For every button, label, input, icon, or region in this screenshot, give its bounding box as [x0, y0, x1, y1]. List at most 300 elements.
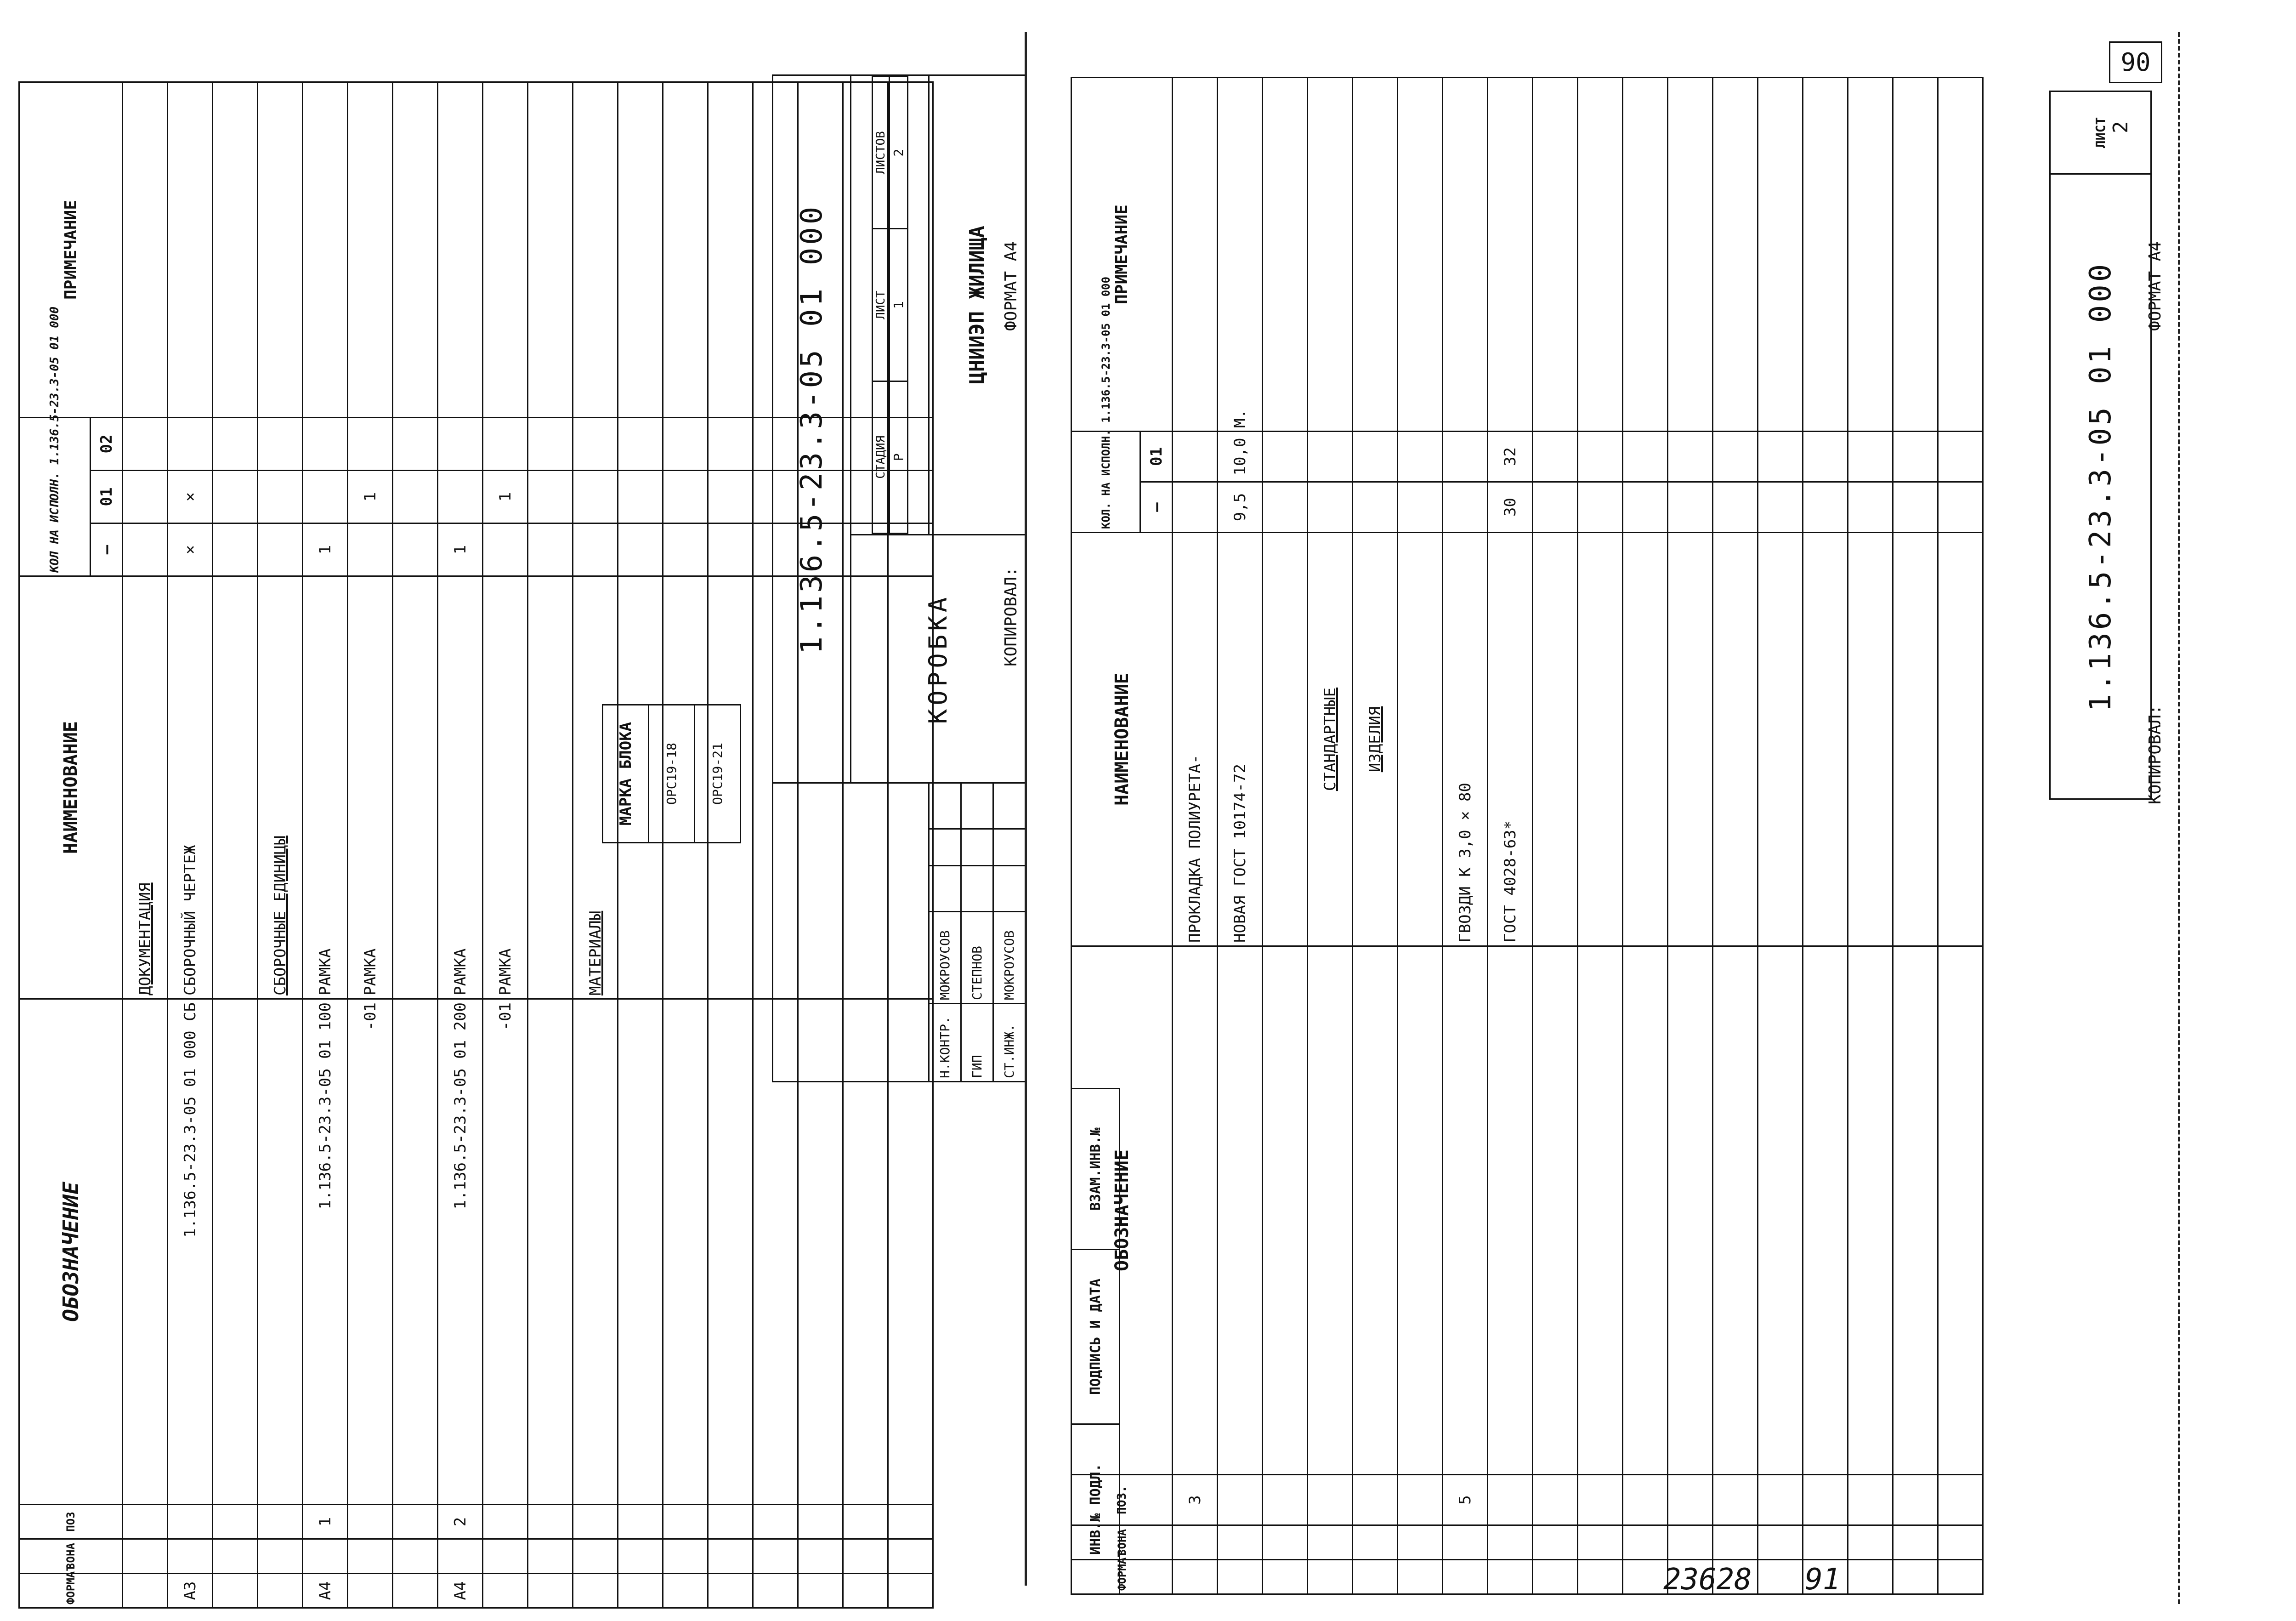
- right-empty-cell: [1623, 482, 1668, 533]
- right-empty-cell: [1758, 1525, 1803, 1560]
- left-row-prim: [393, 82, 438, 418]
- col-naimenovanie: НАИМЕНОВАНИЕ: [19, 576, 123, 999]
- left-row: [483, 82, 528, 1608]
- right-empty-cell: [1848, 533, 1893, 946]
- right-row-name: [1398, 533, 1443, 946]
- left-row-a: [393, 523, 438, 576]
- r-col-naimenovanie: НАИМЕНОВАНИЕ: [1071, 533, 1173, 946]
- left-empty-cell: [798, 1574, 843, 1608]
- marka-block: [602, 704, 741, 843]
- left-row-c: [438, 418, 483, 471]
- right-empty-row: [1893, 77, 1938, 1594]
- right-empty-row: [1623, 77, 1668, 1594]
- col-a: —: [91, 523, 123, 576]
- right-row-a: 9,5: [1218, 482, 1263, 533]
- left-row-oboznachenie: -01: [483, 999, 528, 1505]
- col-oboznachenie: ОБОЗНАЧЕНИЕ: [19, 999, 123, 1505]
- left-row-oboznachenie: [213, 999, 258, 1505]
- right-empty-cell: [1578, 533, 1623, 946]
- right-empty-row: [1533, 77, 1578, 1594]
- right-empty-cell: [1803, 1475, 1848, 1525]
- col-c: 02: [91, 418, 123, 471]
- left-row-format: А3: [168, 1574, 213, 1608]
- right-row-b: [1308, 431, 1353, 482]
- right-empty-row: [1668, 77, 1713, 1594]
- left-empty-cell: [753, 1574, 798, 1608]
- right-empty-row: [1938, 77, 1983, 1594]
- left-empty-cell: [708, 1574, 753, 1608]
- right-empty-cell: [1578, 946, 1623, 1475]
- left-row-name: [393, 576, 438, 999]
- right-empty-cell: [1938, 1475, 1983, 1525]
- right-empty-cell: [1803, 482, 1848, 533]
- right-row: [1263, 77, 1308, 1594]
- right-empty-cell: [1803, 77, 1848, 431]
- left-row-zona: [348, 1539, 393, 1574]
- left-row-poz: 2: [438, 1505, 483, 1539]
- right-empty-cell: [1668, 1475, 1713, 1525]
- left-row-zona: [123, 1539, 168, 1574]
- left-empty-cell: [843, 1574, 888, 1608]
- col-b: 01: [91, 471, 123, 523]
- right-row: [1218, 77, 1263, 1594]
- left-row-oboznachenie: 1.136.5-23.3-05 01 000 СБ: [168, 999, 213, 1505]
- right-stamp-list: 2: [2109, 121, 2132, 133]
- left-empty-row: [663, 82, 708, 1608]
- right-empty-cell: [1533, 1525, 1578, 1560]
- left-row-b: [213, 471, 258, 523]
- right-empty-cell: [1938, 946, 1983, 1475]
- left-row-c: [168, 418, 213, 471]
- right-row: [1398, 77, 1443, 1594]
- left-row: [573, 82, 618, 1608]
- stamp-name-0: МОКРОУСОВ: [929, 912, 961, 1004]
- right-row-b: [1263, 431, 1308, 482]
- right-row-zona: [1443, 1525, 1488, 1560]
- right-row-poz: 5: [1443, 1475, 1488, 1525]
- left-row-format: [258, 1574, 303, 1608]
- left-row-poz: [393, 1505, 438, 1539]
- right-row-oboznachenie: [1308, 946, 1353, 1475]
- left-row-oboznachenie: [573, 999, 618, 1505]
- left-row-c: [483, 418, 528, 471]
- col-zona: ЗОНА: [19, 1539, 123, 1574]
- right-empty-cell: [1938, 482, 1983, 533]
- right-row-prim: [1443, 77, 1488, 431]
- right-row-a: [1398, 482, 1443, 533]
- right-empty-cell: [1623, 77, 1668, 431]
- marka-b: ОРС19-21: [695, 705, 741, 843]
- left-empty-cell: [753, 1505, 798, 1539]
- col-poz: ПОЗ: [19, 1505, 123, 1539]
- right-stamp-code: 1.136.5-23.3-05 01 000: [2050, 174, 2151, 799]
- right-empty-cell: [1893, 1560, 1938, 1594]
- right-empty-row: [1578, 77, 1623, 1594]
- left-row-format: [348, 1574, 393, 1608]
- left-row-format: [528, 1574, 573, 1608]
- left-row-zona: [168, 1539, 213, 1574]
- left-row: [303, 82, 348, 1608]
- stamp-stage-grid: [851, 75, 929, 535]
- left-row-c: [303, 418, 348, 471]
- right-row-name: ГОСТ 4028-63*: [1488, 533, 1533, 946]
- left-row-prim: [528, 82, 573, 418]
- right-row: [1353, 77, 1398, 1594]
- right-spec-sheet: [1071, 77, 1984, 1595]
- left-empty-cell: [618, 1505, 663, 1539]
- right-empty-cell: [1533, 533, 1578, 946]
- right-row-prim: [1353, 77, 1398, 431]
- right-row-prim: [1173, 77, 1218, 431]
- left-row-a: 1: [303, 523, 348, 576]
- r-col-a: —: [1140, 482, 1173, 533]
- right-empty-cell: [1713, 482, 1758, 533]
- left-row: [438, 82, 483, 1608]
- right-row-b: [1443, 431, 1488, 482]
- right-row-b: [1173, 431, 1218, 482]
- right-empty-cell: [1713, 946, 1758, 1475]
- left-row-poz: [348, 1505, 393, 1539]
- right-row-format: [1488, 1560, 1533, 1594]
- right-empty-cell: [1713, 77, 1758, 431]
- left-row-b: [573, 471, 618, 523]
- right-row-zona: [1488, 1525, 1533, 1560]
- left-empty-cell: [618, 523, 663, 576]
- right-empty-cell: [1938, 1525, 1983, 1560]
- left-row-prim: [483, 82, 528, 418]
- stamp-sign-1: [961, 866, 993, 912]
- left-row-prim: [213, 82, 258, 418]
- right-empty-cell: [1533, 1475, 1578, 1525]
- right-empty-row: [1848, 77, 1893, 1594]
- left-row-oboznachenie: [528, 999, 573, 1505]
- right-spec-table: [1071, 77, 1984, 1595]
- marka-a: ОРС19-18: [649, 705, 695, 843]
- right-empty-row: [1713, 77, 1758, 1594]
- right-row: [1308, 77, 1353, 1594]
- stamp-sign-2: [993, 866, 1026, 912]
- right-kopiroval: КОПИРОВАЛ:: [2146, 705, 2165, 804]
- right-row-name: СТАНДАРТНЫЕ: [1308, 533, 1353, 946]
- stamp-role-0: Н.КОНТР.: [929, 1004, 961, 1082]
- left-row-format: [213, 1574, 258, 1608]
- left-row-c: [213, 418, 258, 471]
- left-empty-cell: [618, 1539, 663, 1574]
- right-row-zona: [1173, 1525, 1218, 1560]
- left-empty-cell: [798, 1539, 843, 1574]
- right-format: ФОРМАТ А4: [2146, 241, 2165, 331]
- left-row-a: [528, 523, 573, 576]
- left-row-c: [528, 418, 573, 471]
- right-empty-cell: [1803, 533, 1848, 946]
- right-row-name: ИЗДЕЛИЯ: [1353, 533, 1398, 946]
- left-format: ФОРМАТ А4: [1002, 241, 1020, 331]
- left-empty-cell: [618, 1574, 663, 1608]
- right-row-prim: [1308, 77, 1353, 431]
- right-row-format: [1173, 1560, 1218, 1594]
- right-empty-cell: [1938, 431, 1983, 482]
- left-empty-cell: [618, 418, 663, 471]
- right-row-prim: [1398, 77, 1443, 431]
- right-empty-cell: [1893, 431, 1938, 482]
- right-empty-cell: [1533, 431, 1578, 482]
- right-row-poz: [1308, 1475, 1353, 1525]
- right-empty-cell: [1848, 1525, 1893, 1560]
- left-row-poz: [258, 1505, 303, 1539]
- left-row-oboznachenie: 1.136.5-23.3-05 01 200: [438, 999, 483, 1505]
- left-row-poz: [123, 1505, 168, 1539]
- right-empty-cell: [1758, 533, 1803, 946]
- left-row-name: ДОКУМЕНТАЦИЯ: [123, 576, 168, 999]
- left-row-b: [528, 471, 573, 523]
- left-row-b: 1: [348, 471, 393, 523]
- right-row-poz: [1353, 1475, 1398, 1525]
- right-row-zona: [1353, 1525, 1398, 1560]
- right-empty-cell: [1668, 533, 1713, 946]
- right-stamp: [2049, 91, 2152, 800]
- stamp-listov: 2: [889, 77, 907, 229]
- left-empty-cell: [708, 1505, 753, 1539]
- left-row-a: ×: [168, 523, 213, 576]
- left-row: [213, 82, 258, 1608]
- r-col-primechanie: ПРИМЕЧАНИЕ: [1071, 77, 1173, 431]
- right-empty-cell: [1623, 1525, 1668, 1560]
- right-empty-cell: [1848, 1560, 1893, 1594]
- right-empty-cell: [1713, 1525, 1758, 1560]
- right-row-prim: [1488, 77, 1533, 431]
- left-row-b: [393, 471, 438, 523]
- right-empty-cell: [1668, 1525, 1713, 1560]
- right-row-format: [1308, 1560, 1353, 1594]
- left-row-b: [438, 471, 483, 523]
- right-row-oboznachenie: [1263, 946, 1308, 1475]
- right-empty-cell: [1758, 77, 1803, 431]
- left-row-c: [348, 418, 393, 471]
- right-empty-cell: [1758, 431, 1803, 482]
- right-row-a: [1173, 482, 1218, 533]
- left-row-zona: [393, 1539, 438, 1574]
- right-empty-cell: [1893, 482, 1938, 533]
- left-row: [528, 82, 573, 1608]
- left-row-c: [393, 418, 438, 471]
- right-empty-cell: [1668, 431, 1713, 482]
- left-row-name: [528, 576, 573, 999]
- left-row-name: РАМКА: [303, 576, 348, 999]
- right-empty-cell: [1623, 1560, 1668, 1594]
- right-empty-cell: [1938, 533, 1983, 946]
- right-empty-cell: [1848, 482, 1893, 533]
- right-empty-cell: [1623, 946, 1668, 1475]
- stamp-empty-top: [773, 783, 929, 1082]
- right-row: [1443, 77, 1488, 1594]
- right-row-a: [1308, 482, 1353, 533]
- left-empty-cell: [708, 418, 753, 471]
- left-row-name: РАМКА: [483, 576, 528, 999]
- left-empty-cell: [708, 999, 753, 1505]
- right-row-oboznachenie: [1443, 946, 1488, 1475]
- right-row-oboznachenie: [1488, 946, 1533, 1475]
- left-row-oboznachenie: 1.136.5-23.3-05 01 100: [303, 999, 348, 1505]
- left-row-format: [393, 1574, 438, 1608]
- left-empty-cell: [663, 471, 708, 523]
- right-row-b: 32: [1488, 431, 1533, 482]
- right-row-format: [1443, 1560, 1488, 1594]
- right-empty-cell: [1848, 77, 1893, 431]
- left-row-oboznachenie: -01: [348, 999, 393, 1505]
- left-row-a: [483, 523, 528, 576]
- right-empty-cell: [1623, 431, 1668, 482]
- right-empty-cell: [1803, 946, 1848, 1475]
- left-empty-cell: [708, 82, 753, 418]
- left-row: [168, 82, 213, 1608]
- right-empty-cell: [1668, 946, 1713, 1475]
- right-empty-cell: [1938, 1560, 1983, 1594]
- stamp-title: КОРОБКА: [851, 535, 1026, 783]
- page-divider: [1025, 32, 1027, 1586]
- right-empty-cell: [1623, 1475, 1668, 1525]
- stamp-listov-h: ЛИСТОВ: [872, 77, 889, 229]
- cut-line: [2178, 32, 2180, 1604]
- right-row-oboznachenie: [1398, 946, 1443, 1475]
- left-empty-row: [618, 82, 663, 1608]
- right-row-poz: [1218, 1475, 1263, 1525]
- left-empty-cell: [663, 1505, 708, 1539]
- left-row-b: [258, 471, 303, 523]
- right-row-a: [1263, 482, 1308, 533]
- left-empty-cell: [798, 1505, 843, 1539]
- left-row-prim: [573, 82, 618, 418]
- right-row-a: 30: [1488, 482, 1533, 533]
- right-row-zona: [1398, 1525, 1443, 1560]
- title-stamp: [772, 74, 1026, 1082]
- left-empty-cell: [843, 1539, 888, 1574]
- left-empty-cell: [663, 523, 708, 576]
- left-row-zona: [573, 1539, 618, 1574]
- right-row-format: [1218, 1560, 1263, 1594]
- left-row-oboznachenie: [258, 999, 303, 1505]
- right-empty-row: [1803, 77, 1848, 1594]
- left-empty-cell: [663, 418, 708, 471]
- right-empty-row: [1758, 77, 1803, 1594]
- r-col-poz: ПОЗ.: [1071, 1475, 1173, 1525]
- col-primechanie: ПРИМЕЧАНИЕ: [19, 82, 123, 418]
- right-empty-cell: [1578, 1475, 1623, 1525]
- left-row-name: МАТЕРИАЛЫ: [573, 576, 618, 999]
- left-row-format: А4: [303, 1574, 348, 1608]
- left-row-a: [123, 523, 168, 576]
- left-row-name: РАМКА: [348, 576, 393, 999]
- right-empty-cell: [1803, 431, 1848, 482]
- left-empty-cell: [663, 999, 708, 1505]
- right-row-oboznachenie: [1218, 946, 1263, 1475]
- right-row-prim: М.: [1218, 77, 1263, 431]
- right-empty-cell: [1533, 1560, 1578, 1594]
- left-row-poz: [483, 1505, 528, 1539]
- left-row-zona: [213, 1539, 258, 1574]
- right-empty-cell: [1578, 77, 1623, 431]
- left-row-prim: [438, 82, 483, 418]
- left-row-zona: [438, 1539, 483, 1574]
- right-empty-cell: [1578, 431, 1623, 482]
- right-row-name: НОВАЯ ГОСТ 10174-72: [1218, 533, 1263, 946]
- left-empty-cell: [888, 1539, 933, 1574]
- left-row-zona: [483, 1539, 528, 1574]
- left-row-poz: 1: [303, 1505, 348, 1539]
- right-empty-cell: [1848, 946, 1893, 1475]
- right-empty-cell: [1893, 946, 1938, 1475]
- left-row-prim: [123, 82, 168, 418]
- left-row-prim: [348, 82, 393, 418]
- page-number-box: [2109, 41, 2162, 83]
- left-empty-cell: [708, 523, 753, 576]
- right-empty-cell: [1713, 533, 1758, 946]
- right-stamp-list-h: ЛИСТ: [2050, 91, 2151, 174]
- left-row-poz: [573, 1505, 618, 1539]
- left-row-name: [213, 576, 258, 999]
- right-empty-cell: [1623, 533, 1668, 946]
- left-row-b: [303, 471, 348, 523]
- right-row-oboznachenie: [1353, 946, 1398, 1475]
- left-row: [348, 82, 393, 1608]
- col-format: ФОРМАТ: [19, 1574, 123, 1608]
- right-row-format: [1398, 1560, 1443, 1594]
- bottom-note: 23628 91: [1663, 1563, 1841, 1597]
- left-row-name: РАМКА: [438, 576, 483, 999]
- right-empty-cell: [1578, 1560, 1623, 1594]
- left-row-prim: [303, 82, 348, 418]
- right-empty-cell: [1803, 1525, 1848, 1560]
- r-col-format: ФОРМАТ: [1071, 1560, 1173, 1594]
- right-empty-cell: [1893, 533, 1938, 946]
- left-empty-cell: [663, 1539, 708, 1574]
- marka-label: МАРКА БЛОКА: [603, 705, 649, 843]
- left-empty-cell: [888, 1505, 933, 1539]
- right-empty-cell: [1893, 1525, 1938, 1560]
- left-row-poz: [213, 1505, 258, 1539]
- right-row-poz: [1488, 1475, 1533, 1525]
- right-row: [1173, 77, 1218, 1594]
- left-row: [258, 82, 303, 1608]
- left-row-name: СБОРОЧНЫЙ ЧЕРТЕЖ: [168, 576, 213, 999]
- right-empty-cell: [1938, 77, 1983, 431]
- left-empty-row: [708, 82, 753, 1608]
- r-col-oboznachenie: ОБОЗНАЧЕНИЕ: [1071, 946, 1173, 1475]
- right-row-b: 10,0: [1218, 431, 1263, 482]
- right-empty-cell: [1848, 431, 1893, 482]
- left-empty-cell: [843, 1505, 888, 1539]
- right-empty-cell: [1713, 1475, 1758, 1525]
- right-empty-cell: [1758, 482, 1803, 533]
- left-row-format: [573, 1574, 618, 1608]
- right-empty-cell: [1533, 946, 1578, 1475]
- left-row-zona: [258, 1539, 303, 1574]
- r-col-b: 01: [1140, 431, 1173, 482]
- left-row-a: [573, 523, 618, 576]
- right-empty-cell: [1893, 77, 1938, 431]
- right-row-name: ПРОКЛАДКА ПОЛИУРЕТА-: [1173, 533, 1218, 946]
- left-row-b: ×: [168, 471, 213, 523]
- right-row-b: [1398, 431, 1443, 482]
- right-row-prim: [1263, 77, 1308, 431]
- right-empty-cell: [1758, 1475, 1803, 1525]
- stamp-role-1: ГИП: [961, 1004, 993, 1082]
- right-row-zona: [1218, 1525, 1263, 1560]
- left-empty-cell: [888, 1574, 933, 1608]
- side-podpis: ПОДПИСЬ И ДАТА: [1071, 1250, 1120, 1424]
- left-row-zona: [303, 1539, 348, 1574]
- left-row-poz: [168, 1505, 213, 1539]
- left-empty-cell: [618, 471, 663, 523]
